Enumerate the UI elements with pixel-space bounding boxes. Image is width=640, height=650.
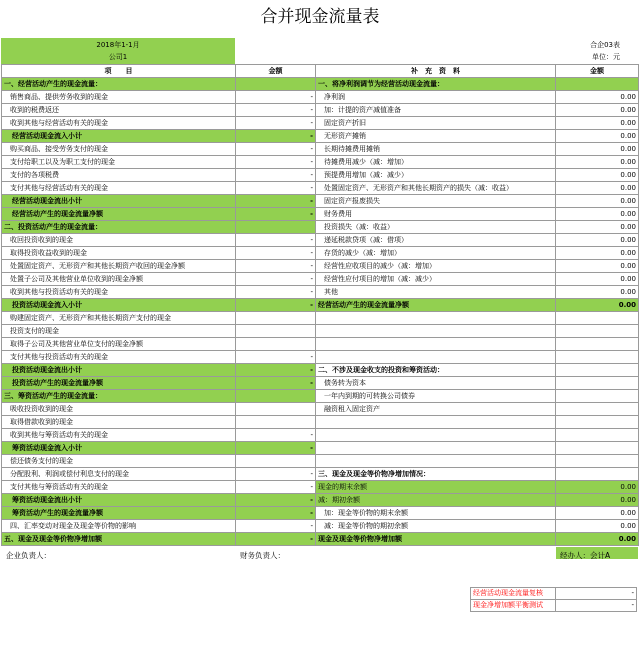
table-row — [2, 143, 639, 156]
table-row — [2, 455, 639, 468]
supplement-item-label — [316, 455, 556, 468]
left-item-amount: - — [236, 247, 316, 260]
supplement-item-amount — [556, 429, 639, 442]
left-item-label: 处置子公司及其他营业单位收到的现金净额 — [2, 273, 236, 286]
column-header-amount: 金额 — [236, 65, 316, 78]
left-item-amount: - — [236, 143, 316, 156]
left-item-amount: - — [236, 442, 316, 455]
supplement-item-amount: 0.00 — [556, 286, 639, 299]
left-item-label: 购买商品、接受劳务支付的现金 — [2, 143, 236, 156]
supplement-item-amount: 0.00 — [556, 195, 639, 208]
supplement-item-amount — [556, 442, 639, 455]
supplement-item-amount — [556, 364, 639, 377]
finance-label: 财务负责人： — [240, 551, 285, 560]
left-item-amount: - — [236, 468, 316, 481]
supplement-item-label: 固定资产报废损失 — [316, 195, 556, 208]
left-item-label: 二、投资活动产生的现金流量： — [2, 221, 236, 234]
table-row — [2, 429, 639, 442]
supplement-item-label — [316, 442, 556, 455]
supplement-item-label: 长期待摊费用摊销 — [316, 143, 556, 156]
supplement-item-amount — [556, 455, 639, 468]
supplement-item-label: 一年内到期的可转换公司债券 — [316, 390, 556, 403]
left-item-label: 购建固定资产、无形资产和其他长期资产支付的现金 — [2, 312, 236, 325]
supplement-item-amount — [556, 78, 639, 91]
column-header-item: 项 目 — [2, 65, 236, 78]
table-row — [2, 117, 639, 130]
left-item-amount: - — [236, 494, 316, 507]
check-row — [471, 588, 637, 600]
supplement-item-amount: 0.00 — [556, 208, 639, 221]
table-row — [2, 247, 639, 260]
supplement-item-label: 无形资产摊销 — [316, 130, 556, 143]
left-item-label: 收到其他与经营活动有关的现金 — [2, 117, 236, 130]
supplement-item-label — [316, 338, 556, 351]
supplement-item-label: 经营性应付项目的增加（减：减少） — [316, 273, 556, 286]
left-item-amount — [236, 455, 316, 468]
left-item-amount: - — [236, 364, 316, 377]
table-row — [2, 169, 639, 182]
supplement-item-amount: 0.00 — [556, 143, 639, 156]
supplement-item-amount — [556, 338, 639, 351]
table-row — [2, 403, 639, 416]
supplement-item-label: 存货的减少（减：增加） — [316, 247, 556, 260]
table-row — [2, 416, 639, 429]
supplement-item-amount — [556, 468, 639, 481]
report-title: 合并现金流量表 — [260, 7, 380, 27]
left-item-label: 收回投资收到的现金 — [2, 234, 236, 247]
left-item-amount: - — [236, 156, 316, 169]
left-item-amount — [236, 78, 316, 91]
supplement-item-amount: 0.00 — [556, 520, 639, 533]
supplement-item-label: 投资损失（减：收益） — [316, 221, 556, 234]
left-item-amount: - — [236, 117, 316, 130]
table-row — [2, 299, 639, 312]
left-item-amount — [236, 325, 316, 338]
left-item-label: 筹资活动现金流出小计 — [2, 494, 236, 507]
supplement-item-amount: 0.00 — [556, 182, 639, 195]
table-row — [2, 208, 639, 221]
supplement-item-label: 现金的期末余额 — [316, 481, 556, 494]
supplement-item-label: 经营性应收项目的减少（减：增加） — [316, 260, 556, 273]
check-row — [471, 600, 637, 612]
table-row — [2, 351, 639, 364]
supplement-item-label — [316, 429, 556, 442]
left-item-amount — [236, 390, 316, 403]
supplement-item-amount: 0.00 — [556, 260, 639, 273]
table-row — [2, 195, 639, 208]
supplement-item-label: 二、不涉及现金收支的投资和筹资活动： — [316, 364, 556, 377]
company-name: 公司1 — [108, 53, 128, 61]
supplement-item-label: 加：现金等价物的期末余额 — [316, 507, 556, 520]
left-item-label: 支付其他与筹资活动有关的现金 — [2, 481, 236, 494]
check-value: - — [556, 600, 637, 612]
column-header-supplement: 补 充 资 料 — [316, 65, 556, 78]
left-item-label: 支付给职工以及为职工支付的现金 — [2, 156, 236, 169]
table-row — [2, 273, 639, 286]
left-item-label: 三、筹资活动产生的现金流量： — [2, 390, 236, 403]
left-item-amount: - — [236, 130, 316, 143]
supplement-item-amount: 0.00 — [556, 494, 639, 507]
left-item-label: 偿还债务支付的现金 — [2, 455, 236, 468]
left-item-label: 销售商品、提供劳务收到的现金 — [2, 91, 236, 104]
left-item-amount: - — [236, 351, 316, 364]
supplement-item-label: 现金及现金等价物净增加额 — [316, 533, 556, 546]
table-row — [2, 234, 639, 247]
supplement-item-amount: 0.00 — [556, 117, 639, 130]
responsible-label: 企业负责人： — [6, 551, 51, 560]
supplement-item-label: 加：计提的资产减值准备 — [316, 104, 556, 117]
supplement-item-amount: 0.00 — [556, 273, 639, 286]
left-item-amount: - — [236, 91, 316, 104]
supplement-item-label: 递延税款贷项（减：借项） — [316, 234, 556, 247]
left-item-label: 经营活动产生的现金流量净额 — [2, 208, 236, 221]
left-item-label: 经营活动现金流入小计 — [2, 130, 236, 143]
supplement-item-amount: 0.00 — [556, 299, 639, 312]
supplement-item-amount: 0.00 — [556, 507, 639, 520]
unit-label: 单位：元 — [592, 53, 620, 61]
table-row — [2, 286, 639, 299]
check-table — [470, 587, 637, 612]
table-row — [2, 507, 639, 520]
left-item-label: 筹资活动产生的现金流量净额 — [2, 507, 236, 520]
report-date: 2018年1-1月 — [96, 41, 140, 49]
table-row — [2, 182, 639, 195]
supplement-item-amount: 0.00 — [556, 104, 639, 117]
left-item-label: 支付其他与经营活动有关的现金 — [2, 182, 236, 195]
left-item-amount: - — [236, 520, 316, 533]
table-row — [2, 533, 639, 546]
table-row — [2, 130, 639, 143]
supplement-item-amount — [556, 325, 639, 338]
supplement-item-amount — [556, 377, 639, 390]
left-item-amount: - — [236, 234, 316, 247]
left-item-label: 五、现金及现金等价物净增加额 — [2, 533, 236, 546]
supplement-item-amount — [556, 351, 639, 364]
table-row — [2, 442, 639, 455]
left-item-amount: - — [236, 208, 316, 221]
supplement-item-label: 减：期初余额 — [316, 494, 556, 507]
left-item-label: 处置固定资产、无形资产和其他长期资产收回的现金净额 — [2, 260, 236, 273]
supplement-item-label: 净利润 — [316, 91, 556, 104]
column-header-amount2: 金额 — [556, 65, 639, 78]
table-row — [2, 260, 639, 273]
supplement-item-label — [316, 312, 556, 325]
supplement-item-amount — [556, 416, 639, 429]
supplement-item-amount: 0.00 — [556, 234, 639, 247]
table-row — [2, 390, 639, 403]
supplement-item-label — [316, 416, 556, 429]
left-item-label: 投资活动现金流入小计 — [2, 299, 236, 312]
left-item-amount: - — [236, 104, 316, 117]
table-row — [2, 364, 639, 377]
supplement-item-label: 其他 — [316, 286, 556, 299]
left-item-amount: - — [236, 533, 316, 546]
left-item-amount: - — [236, 481, 316, 494]
left-item-label: 一、经营活动产生的现金流量： — [2, 78, 236, 91]
left-item-amount: - — [236, 286, 316, 299]
left-item-amount: - — [236, 429, 316, 442]
table-row — [2, 338, 639, 351]
supplement-item-amount: 0.00 — [556, 481, 639, 494]
table-row — [2, 91, 639, 104]
supplement-item-amount: 0.00 — [556, 130, 639, 143]
supplement-item-label: 待摊费用减少（减：增加） — [316, 156, 556, 169]
supplement-item-label: 经营活动产生的现金流量净额 — [316, 299, 556, 312]
supplement-item-label: 债务转为资本 — [316, 377, 556, 390]
left-item-label: 经营活动现金流出小计 — [2, 195, 236, 208]
table-row — [2, 325, 639, 338]
left-item-label: 收到其他与筹资活动有关的现金 — [2, 429, 236, 442]
left-item-label: 筹资活动现金流入小计 — [2, 442, 236, 455]
left-item-label: 吸收投资收到的现金 — [2, 403, 236, 416]
left-item-amount — [236, 338, 316, 351]
handler-label: 经办人：会计A — [560, 551, 611, 560]
cash-flow-table — [1, 64, 639, 546]
check-label: 经营活动现金流量复核 — [471, 588, 556, 600]
supplement-item-amount: 0.00 — [556, 156, 639, 169]
left-item-label: 支付其他与投资活动有关的现金 — [2, 351, 236, 364]
left-item-amount — [236, 416, 316, 429]
left-item-amount: - — [236, 195, 316, 208]
left-item-label: 取得子公司及其他营业单位支付的现金净额 — [2, 338, 236, 351]
left-item-amount: - — [236, 169, 316, 182]
left-item-label: 取得投资收益收到的现金 — [2, 247, 236, 260]
table-row — [2, 468, 639, 481]
form-number: 合企03表 — [590, 41, 620, 49]
left-item-label: 取得借款收到的现金 — [2, 416, 236, 429]
supplement-item-amount: 0.00 — [556, 533, 639, 546]
table-row — [2, 156, 639, 169]
left-item-label: 投资活动产生的现金流量净额 — [2, 377, 236, 390]
left-item-label: 支付的各项税费 — [2, 169, 236, 182]
left-item-amount — [236, 403, 316, 416]
table-row — [2, 312, 639, 325]
supplement-item-label: 固定资产折旧 — [316, 117, 556, 130]
supplement-item-label: 三、现金及现金等价物净增加情况： — [316, 468, 556, 481]
table-row — [2, 520, 639, 533]
table-row — [2, 481, 639, 494]
supplement-item-label — [316, 351, 556, 364]
check-value: - — [556, 588, 637, 600]
table-row — [2, 104, 639, 117]
supplement-item-amount — [556, 390, 639, 403]
left-item-amount — [236, 312, 316, 325]
table-row — [2, 377, 639, 390]
left-item-amount: - — [236, 507, 316, 520]
supplement-item-amount: 0.00 — [556, 169, 639, 182]
left-item-amount: - — [236, 299, 316, 312]
supplement-item-amount — [556, 403, 639, 416]
supplement-item-label: 一、将净利润调节为经营活动现金流量： — [316, 78, 556, 91]
left-item-label: 投资支付的现金 — [2, 325, 236, 338]
supplement-item-label: 处置固定资产、无形资产和其他长期资产的损失（减：收益） — [316, 182, 556, 195]
left-item-amount: - — [236, 182, 316, 195]
supplement-item-label — [316, 325, 556, 338]
supplement-item-amount — [556, 312, 639, 325]
left-item-amount: - — [236, 273, 316, 286]
left-item-amount: - — [236, 260, 316, 273]
left-item-amount: - — [236, 377, 316, 390]
left-item-label: 投资活动现金流出小计 — [2, 364, 236, 377]
supplement-item-amount: 0.00 — [556, 247, 639, 260]
table-row — [2, 221, 639, 234]
left-item-label: 分配股利、利润或偿付利息支付的现金 — [2, 468, 236, 481]
supplement-item-label: 融资租入固定资产 — [316, 403, 556, 416]
supplement-item-label: 减：现金等价物的期初余额 — [316, 520, 556, 533]
left-item-label: 四、汇率变动对现金及现金等价物的影响 — [2, 520, 236, 533]
left-item-label: 收到的税费返还 — [2, 104, 236, 117]
column-header-row — [2, 65, 639, 78]
left-item-label: 收到其他与投资活动有关的现金 — [2, 286, 236, 299]
table-row — [2, 494, 639, 507]
supplement-item-label: 财务费用 — [316, 208, 556, 221]
supplement-item-amount: 0.00 — [556, 91, 639, 104]
table-row — [2, 78, 639, 91]
supplement-item-label: 预提费用增加（减：减少） — [316, 169, 556, 182]
check-label: 现金净增加额平衡测试 — [471, 600, 556, 612]
left-item-amount — [236, 221, 316, 234]
supplement-item-amount: 0.00 — [556, 221, 639, 234]
